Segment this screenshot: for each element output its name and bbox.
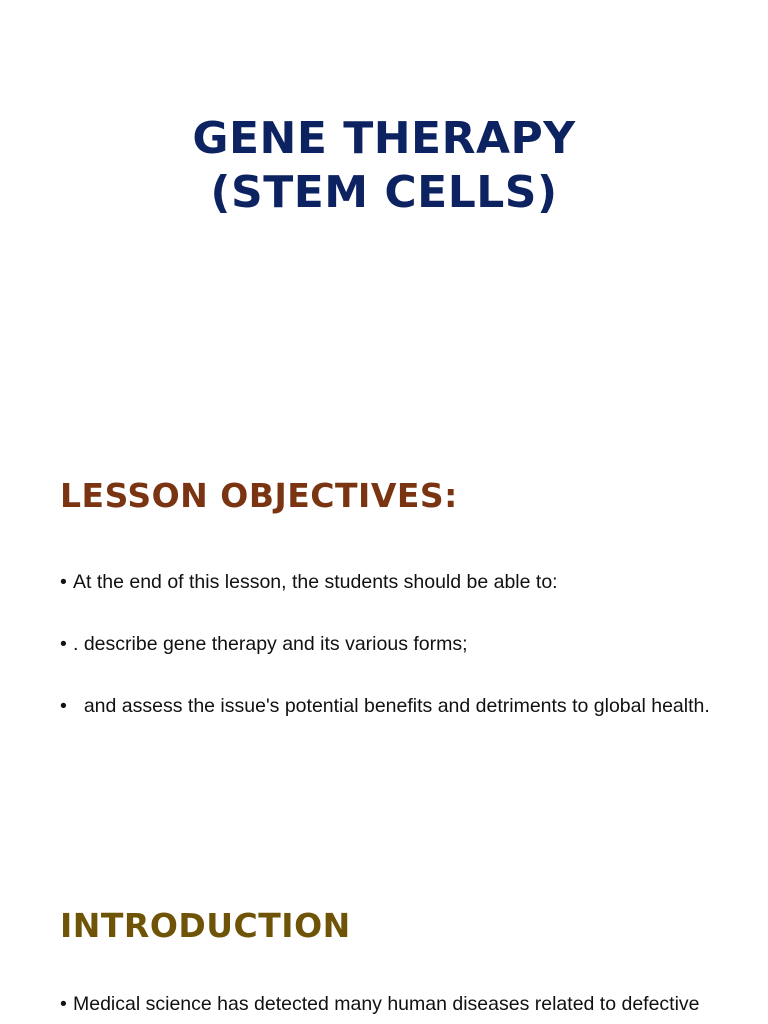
bullet-icon: • <box>60 993 67 1015</box>
list-item <box>60 993 700 1016</box>
title-line-1: GENE THERAPY <box>192 113 576 164</box>
list-item <box>60 571 558 594</box>
title-line-2: (STEM CELLS) <box>210 167 558 218</box>
bullet-icon: • <box>60 571 67 593</box>
list-item <box>60 633 468 656</box>
objective-text-2: . describe gene therapy and its various forms; <box>73 633 468 655</box>
objective-text-1: At the end of this lesson, the students should be able to: <box>73 571 558 593</box>
introduction-heading: INTRODUCTION <box>60 906 351 945</box>
bullet-icon: • <box>60 633 67 655</box>
list-item <box>60 695 710 718</box>
bullet-icon: • <box>60 695 67 717</box>
objective-text-3: and assess the issue's potential benefits and detriments to global health. <box>73 695 710 717</box>
page-title <box>0 112 768 220</box>
lesson-objectives-heading: LESSON OBJECTIVES: <box>60 476 458 515</box>
introduction-text-1: Medical science has detected many human diseases related to defective <box>73 993 700 1015</box>
